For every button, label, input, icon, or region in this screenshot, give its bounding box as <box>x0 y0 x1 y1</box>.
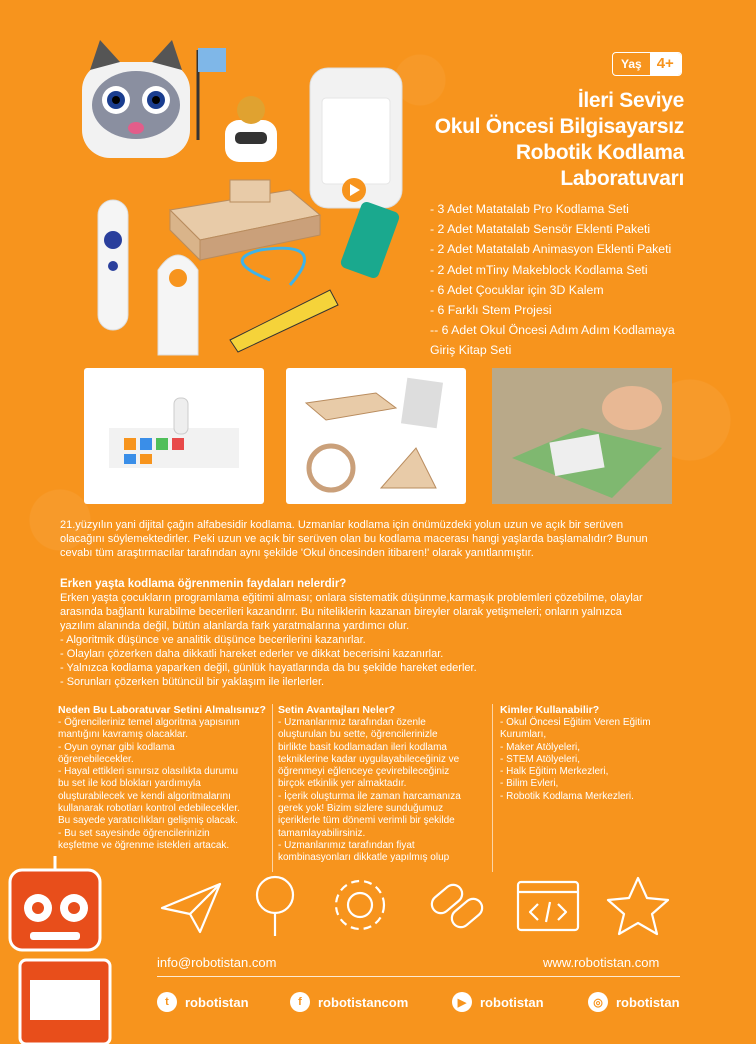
why-buy-line: - Oyun oynar gibi kodlama <box>58 741 175 753</box>
feature-item: - 6 Adet Çocuklar için 3D Kalem <box>430 282 604 297</box>
advantages-line: kombinasyonları dikkatle yapılmış olup <box>278 852 450 864</box>
advantages-line: - Uzmanlarımız tarafından fiyat <box>278 839 415 851</box>
remote-controller-image <box>98 200 128 330</box>
social-handle: robotistan <box>185 994 249 1010</box>
feature-item: - 3 Adet Matatalab Pro Kodlama Seti <box>430 202 629 216</box>
why-buy-line: - Bu set sayesinde öğrencilerinizin <box>58 827 210 839</box>
stem-projects-image <box>286 368 466 504</box>
advantages-line: oluşturulan bu sette, öğrencilerinizle <box>278 729 438 741</box>
coding-board-image <box>310 68 402 208</box>
contact-website[interactable]: www.robotistan.com <box>543 955 660 970</box>
benefits-line: Erken yaşta çocukların programlama eğitimi alması; onlara sistematik düşünme,karmaşık problemleri çözebilme, olaylar <box>60 592 643 604</box>
code-window-icon <box>518 882 578 930</box>
why-buy-line: bu set ile kod blokları yardımıyla <box>58 778 201 790</box>
magnifier-icon <box>257 877 293 936</box>
social-instagram[interactable] <box>588 992 680 1012</box>
intro-line: olacağını söylemektedirler. Peki uzun ve açık bir serüven olan bu kodlama macerası hangi yaşlarda başlamalıdır? Bunun <box>60 533 648 545</box>
benefits-heading: Erken yaşta kodlama öğrenmenin faydaları nelerdir? <box>60 578 347 590</box>
benefits-line: yazılım alanında değil, bütün alanlarda fark yaratmalarına yardımcı olur. <box>60 620 410 632</box>
who-can-use-line: - Halk Eğitim Merkezleri, <box>500 766 609 778</box>
benefits-line: - Algoritmik düşünce ve analitik düşünce becerilerini kazanırlar. <box>60 634 366 646</box>
age-value: 4+ <box>650 53 681 75</box>
who-can-use-line: - Okul Öncesi Eğitim Veren Eğitim <box>500 717 651 728</box>
who-can-use-line: - Robotik Kodlama Merkezleri. <box>500 790 634 802</box>
why-buy-line: Bu sayede yaratıcılıkları gelişmiş olacak. <box>58 815 239 827</box>
robot-mascot-icon <box>0 850 140 1044</box>
twitter-icon: t <box>157 992 177 1012</box>
column-divider <box>492 704 493 872</box>
star-icon <box>608 878 668 934</box>
who-can-use-heading: Kimler Kullanabilir? <box>500 704 600 716</box>
mtiny-robot-image <box>225 96 277 162</box>
tower-robot-image <box>158 255 198 355</box>
advantages-line: içeriklerle tüm dönemi verimli bir şekilde <box>278 815 455 827</box>
feature-item: -- 6 Adet Okul Öncesi Adım Adım Kodlamaya <box>430 323 675 338</box>
chain-link-icon <box>428 881 486 931</box>
product-photo-stem <box>286 368 466 504</box>
feature-item: - 2 Adet mTiny Makeblock Kodlama Seti <box>430 262 648 277</box>
contact-email[interactable]: info@robotistan.com <box>157 955 277 970</box>
advantages-line: - Uzmanlarımız tarafından özenle <box>278 717 426 728</box>
feature-item: - 6 Farklı Stem Projesi <box>430 303 552 318</box>
coding-kit-image <box>84 368 264 504</box>
social-handle: robotistan <box>480 994 544 1010</box>
advantages-line: - İçerik oluşturma ile zaman harcamanıza <box>278 790 461 802</box>
why-buy-line: öğrenebilecekler. <box>58 753 134 765</box>
age-badge <box>612 52 682 76</box>
advantages-column <box>278 704 488 865</box>
advantages-line: birlikte basit kodlamadan ileri kodlama <box>278 741 447 753</box>
product-photo-children <box>492 368 672 504</box>
feature-item: - 2 Adet Matatalab Animasyon Eklenti Paketi <box>430 242 672 257</box>
advantages-line: tamamlayabilirsiniz. <box>278 827 366 839</box>
product-illustration <box>70 40 420 360</box>
feature-item: - 2 Adet Matatalab Sensör Eklenti Paketi <box>430 222 651 237</box>
footer-icon-row <box>150 870 690 940</box>
intro-line: 21.yüzyılın yani dijital çağın alfabesidir kodlama. Uzmanlar kodlama için önümüzdeki yolun uzun ve açık bir serüven <box>60 519 624 531</box>
who-can-use-line: Kurumları, <box>500 729 547 741</box>
intro-line: cevabı tüm araştırmacılar tarafından aynı şekilde 'Okul öncesinden itibaren!' olarak yanıtlanmıştır. <box>60 547 534 559</box>
paper-plane-icon <box>162 884 220 932</box>
feature-list <box>430 199 730 361</box>
who-can-use-line: - Maker Atölyeleri, <box>500 741 581 753</box>
why-buy-line: - Hayal ettikleri sınırsız olasılıkta durumu <box>58 766 239 778</box>
why-buy-line: kullanarak robotları kontrol edebilecekler. <box>58 803 240 815</box>
why-buy-line: mantığını kavramış olacaklar. <box>58 729 189 741</box>
title-line: Okul Öncesi Bilgisayarsız <box>434 115 684 138</box>
benefits-section <box>60 577 700 689</box>
title-line: Laboratuvarı <box>560 167 684 190</box>
feature-item: Giriş Kitap Seti <box>430 343 512 358</box>
advantages-line: gerek yok! Bizim sizlere sunduğumuz <box>278 803 444 815</box>
advantages-line: tekniklerine kadar uygulayabileceğiniz ve <box>278 753 460 765</box>
advantages-heading: Setin Avantajları Neler? <box>278 704 396 716</box>
why-buy-column <box>58 704 270 852</box>
social-handle: robotistancom <box>318 994 409 1010</box>
youtube-icon: ▶ <box>452 992 472 1012</box>
column-divider <box>272 704 273 872</box>
intro-paragraph <box>60 518 700 560</box>
robot-cat-image <box>82 40 226 158</box>
benefits-line: arasında bağlantı kurabilme becerileri kazandırır. Bu niteliklerin kazanan bireyler olarak yetişmeleri; onların yalnızca <box>60 606 622 618</box>
gear-icon <box>336 881 384 929</box>
title-line: İleri Seviye <box>577 89 684 112</box>
social-facebook[interactable] <box>290 992 408 1012</box>
benefits-line: - Olayları çözerken daha dikkatli hareket ederler ve dikkat becerisini kazanırlar. <box>60 648 444 660</box>
why-buy-heading: Neden Bu Laboratuvar Setini Almalısınız? <box>58 704 266 716</box>
facebook-icon: f <box>290 992 310 1012</box>
age-label: Yaş <box>621 57 642 71</box>
why-buy-line: oluşturabilecek ve kendi algoritmalarını <box>58 790 231 802</box>
who-can-use-column <box>500 704 700 803</box>
who-can-use-line: - STEM Atölyeleri, <box>500 753 581 765</box>
product-title <box>400 88 684 192</box>
advantages-line: öğrenmeyi eğlenceye çevirebileceğiniz <box>278 766 450 778</box>
wooden-stem-project-image <box>170 180 320 260</box>
social-twitter[interactable] <box>157 992 249 1012</box>
benefits-line: - Sorunları çözerken bütüncül bir yaklaşım ile ilerlerler. <box>60 676 325 688</box>
why-buy-line: keşfetme ve öğrenme istekleri artacak. <box>58 839 230 851</box>
social-handle: robotistan <box>616 994 680 1010</box>
why-buy-line: - Öğrencileriniz temel algoritma yapısının <box>58 717 240 728</box>
social-youtube[interactable] <box>452 992 544 1012</box>
children-playing-image <box>492 368 672 504</box>
benefits-line: - Yalnızca kodlama yaparken değil, günlük hayatlarında da bu şekilde hareket ederler. <box>60 662 477 674</box>
instagram-icon: ◎ <box>588 992 608 1012</box>
product-photo-kit <box>84 368 264 504</box>
title-line: Robotik Kodlama <box>515 141 684 164</box>
footer-divider <box>157 976 680 977</box>
advantages-line: birçok etkinlik yer almaktadır. <box>278 778 407 790</box>
who-can-use-line: - Bilim Evleri, <box>500 778 559 790</box>
